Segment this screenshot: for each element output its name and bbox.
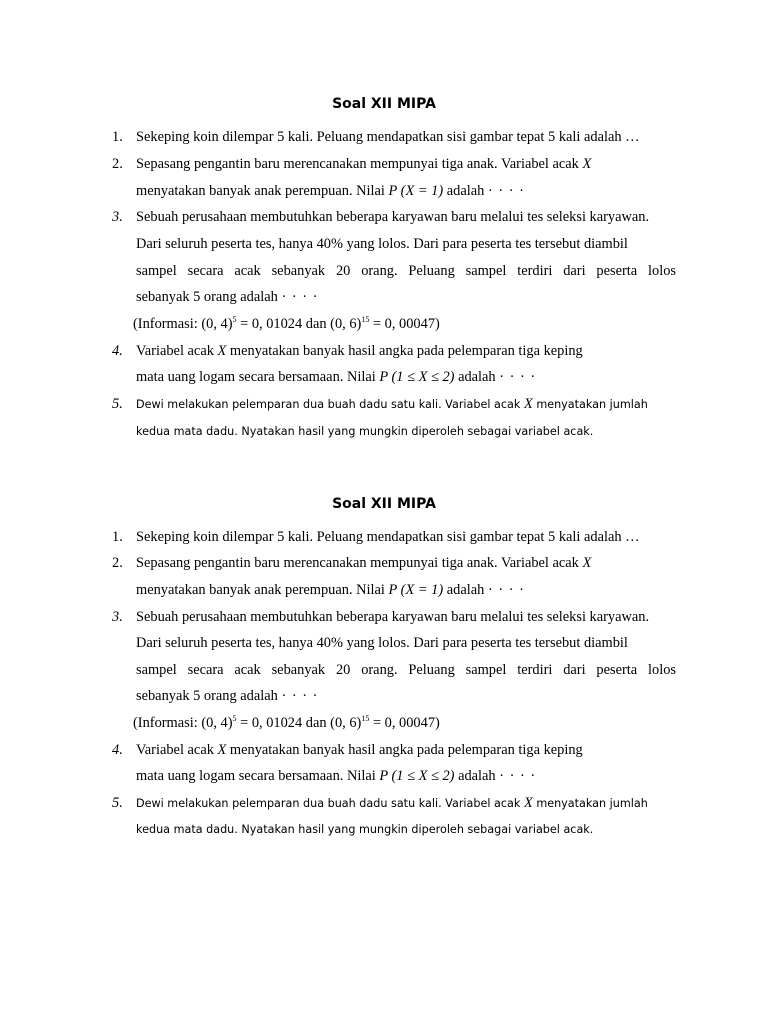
question-3-line-4-text: sebanyak 5 orang adalah — [136, 688, 278, 704]
question-4-line-1 — [136, 740, 676, 760]
question-3-line-3: sampel secara acak sebanyak 20 orang. Peluang sampel terdiri dari peserta lolos — [136, 662, 676, 678]
question-4-line-2 — [136, 367, 676, 387]
variable-x: X — [582, 156, 592, 172]
question-4-number: 4. — [112, 343, 123, 359]
question-2-line-2 — [136, 181, 676, 201]
question-5-line-2: kedua mata dadu. Nyatakan hasil yang mungkin diperoleh sebagai variabel acak. — [136, 425, 594, 438]
answer-dots: · · · · — [487, 183, 525, 199]
question-2-line-2-text-a: menyatakan banyak anak perempuan. Nilai — [136, 183, 385, 199]
question-3-line-2: Dari seluruh peserta tes, hanya 40% yang lolos. Dari para peserta tes tersebut diambil — [136, 236, 628, 252]
question-1-text: Sekeping koin dilempar 5 kali. Peluang mendapatkan sisi gambar tepat 5 kali adalah … — [136, 129, 640, 145]
question-2-line-1-text: Sepasang pengantin baru merencanakan mempunyai tiga anak. Variabel acak — [136, 555, 579, 571]
question-5-line-1-text-a: Dewi melakukan pelemparan dua buah dadu satu kali. Variabel acak — [136, 398, 521, 411]
question-2-number: 2. — [112, 555, 123, 571]
variable-x: X — [523, 795, 533, 811]
info-text-a: (Informasi: (0, 4) — [133, 715, 233, 731]
info-exponent-2: 15 — [361, 714, 370, 724]
question-2-line-1-text: Sepasang pengantin baru merencanakan mempunyai tiga anak. Variabel acak — [136, 156, 579, 172]
question-4-line-2-text-a: mata uang logam secara bersamaan. Nilai — [136, 768, 376, 784]
question-2-line-2-text-b: adalah — [446, 183, 485, 199]
question-4-line-2-text-b: adalah — [458, 768, 496, 784]
question-1-number: 1. — [112, 129, 123, 145]
answer-dots: · · · · — [281, 289, 319, 305]
question-4-line-1-text-b: menyatakan banyak hasil angka pada pelemparan tiga keping — [229, 343, 583, 359]
question-1-text: Sekeping koin dilempar 5 kali. Peluang mendapatkan sisi gambar tepat 5 kali adalah … — [136, 529, 640, 545]
question-2-line-1 — [136, 553, 676, 573]
question-4-line-2 — [136, 766, 676, 786]
question-4-line-2-text-b: adalah — [458, 369, 496, 385]
question-5-line-1-text-b: menyatakan jumlah — [536, 797, 648, 810]
question-3-line-2: Dari seluruh peserta tes, hanya 40% yang lolos. Dari para peserta tes tersebut diambil — [136, 635, 628, 651]
question-5-line-1 — [136, 394, 676, 415]
answer-dots: · · · · — [499, 768, 537, 784]
question-3-line-4 — [136, 287, 676, 307]
question-3-line-4 — [136, 686, 676, 706]
probability-expression: P (1 ≤ X ≤ 2) — [379, 768, 455, 784]
question-5-line-2: kedua mata dadu. Nyatakan hasil yang mungkin diperoleh sebagai variabel acak. — [136, 823, 594, 836]
question-3-number: 3. — [112, 209, 123, 225]
question-3-line-1: Sebuah perusahaan membutuhkan beberapa karyawan baru melalui tes seleksi karyawan. — [136, 609, 650, 625]
variable-x: X — [217, 343, 227, 359]
question-3-line-4-text: sebanyak 5 orang adalah — [136, 289, 278, 305]
question-2-line-2 — [136, 580, 676, 600]
question-3-line-3: sampel secara acak sebanyak 20 orang. Peluang sampel terdiri dari peserta lolos — [136, 263, 676, 279]
question-4-line-2-text-a: mata uang logam secara bersamaan. Nilai — [136, 369, 376, 385]
section-title: Soal XII MIPA — [332, 496, 436, 512]
question-2-line-1 — [136, 154, 676, 174]
question-5-line-1-text-b: menyatakan jumlah — [536, 398, 648, 411]
question-5-line-1 — [136, 793, 676, 814]
section-title: Soal XII MIPA — [332, 96, 436, 112]
question-2-number: 2. — [112, 156, 123, 172]
question-5-number: 5. — [112, 795, 123, 811]
probability-expression: P (X = 1) — [388, 582, 444, 598]
answer-dots: · · · · — [487, 582, 525, 598]
question-5-number: 5. — [112, 396, 123, 412]
question-4-number: 4. — [112, 742, 123, 758]
info-text-b: = 0, 01024 dan (0, 6) — [236, 715, 362, 731]
probability-expression: P (X = 1) — [388, 183, 444, 199]
info-exponent-1: 5 — [232, 714, 237, 724]
question-4-line-1-text-a: Variabel acak — [136, 343, 214, 359]
info-text-a: (Informasi: (0, 4) — [133, 316, 233, 332]
answer-dots: · · · · — [499, 369, 537, 385]
question-2-line-2-text-b: adalah — [446, 582, 485, 598]
variable-x: X — [582, 555, 592, 571]
question-1-number: 1. — [112, 529, 123, 545]
variable-x: X — [523, 396, 533, 412]
info-text-b: = 0, 01024 dan (0, 6) — [236, 316, 362, 332]
question-2-line-2-text-a: menyatakan banyak anak perempuan. Nilai — [136, 582, 385, 598]
question-5-line-1-text-a: Dewi melakukan pelemparan dua buah dadu satu kali. Variabel acak — [136, 797, 521, 810]
question-4-line-1-text-b: menyatakan banyak hasil angka pada pelemparan tiga keping — [229, 742, 583, 758]
info-text-c: = 0, 00047) — [369, 715, 440, 731]
question-3-line-1: Sebuah perusahaan membutuhkan beberapa karyawan baru melalui tes seleksi karyawan. — [136, 209, 650, 225]
variable-x: X — [217, 742, 227, 758]
question-3-number: 3. — [112, 609, 123, 625]
question-4-line-1 — [136, 341, 676, 361]
info-text-c: = 0, 00047) — [369, 316, 440, 332]
info-exponent-1: 5 — [232, 315, 237, 325]
question-4-line-1-text-a: Variabel acak — [136, 742, 214, 758]
question-3-info — [133, 713, 673, 733]
probability-expression: P (1 ≤ X ≤ 2) — [379, 369, 455, 385]
answer-dots: · · · · — [281, 688, 319, 704]
info-exponent-2: 15 — [361, 315, 370, 325]
question-3-info — [133, 314, 673, 334]
